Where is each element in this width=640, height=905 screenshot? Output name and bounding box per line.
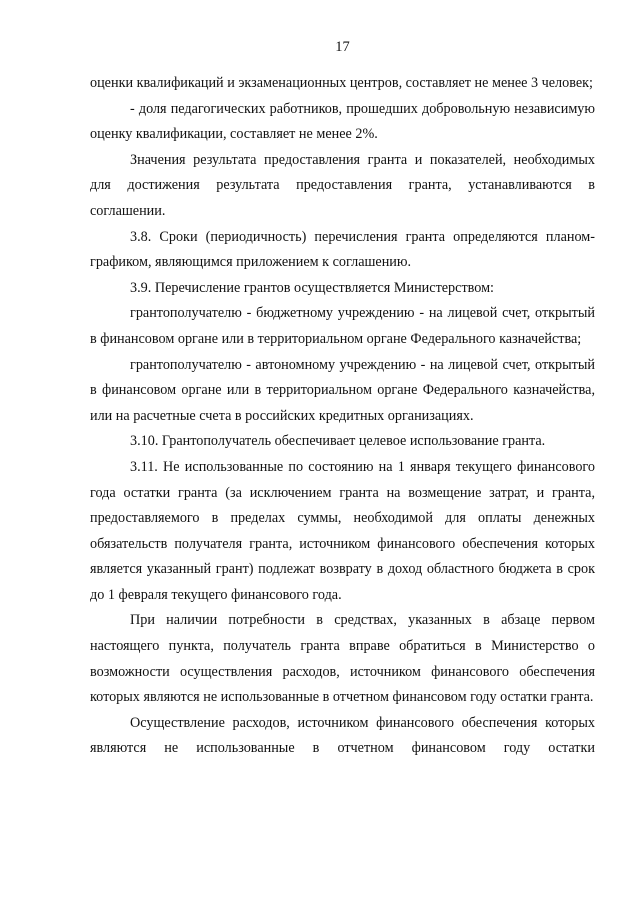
paragraph-2: - доля педагогических работников, прошедших добровольную независимую оценку квалификации, составляет не менее 2%. xyxy=(90,100,595,143)
paragraph-11: Осуществление расходов, источником финансового обеспечения которых являются не использованные в отчетном финансовом году остатки xyxy=(90,714,595,757)
paragraph-3: Значения результата предоставления гранта и показателей, необходимых для достижения результата предоставления гранта, устанавливаются в соглашении. xyxy=(90,151,595,219)
paragraph-5: 3.9. Перечисление грантов осуществляется Министерством: xyxy=(130,279,494,296)
page-number: 17 xyxy=(335,39,350,55)
paragraph-9: 3.11. Не использованные по состоянию на 1 января текущего финансового года остатки гранта (за исключением гранта на возмещение затрат, и гранта, предоставляемого в пределах суммы, необходимой для оплаты денежных обязательств получателя гранта, источником финансового обеспечения которых является указанный грант) подлежат возврату в доход областного бюджета в срок до 1 февраля текущего финансового года. xyxy=(90,458,595,603)
paragraph-10: При наличии потребности в средствах, указанных в абзаце первом настоящего пункта, получатель гранта вправе обратиться в Министерство о возможности осуществления расходов, источником финансового обеспечения которых являются не использованные в отчетном финансовом году остатки гранта. xyxy=(90,612,595,706)
paragraph-8: 3.10. Грантополучатель обеспечивает целевое использование гранта. xyxy=(130,433,546,450)
paragraph-1: оценки квалификаций и экзаменационных центров, составляет не менее 3 человек; xyxy=(90,75,593,91)
paragraph-4: 3.8. Сроки (периодичность) перечисления гранта определяются планом-графиком, являющимся приложением к соглашению. xyxy=(90,228,595,271)
body-text xyxy=(90,71,595,762)
paragraph-6: грантополучателю - бюджетному учреждению - на лицевой счет, открытый в финансовом органе или в территориальном органе Федерального казначейства; xyxy=(90,305,595,347)
paragraph-7: грантополучателю - автономному учреждению - на лицевой счет, открытый в финансовом органе или в территориальном органе Федерального казначейства, или на расчетные счета в российских кредитных организациях. xyxy=(90,356,595,424)
